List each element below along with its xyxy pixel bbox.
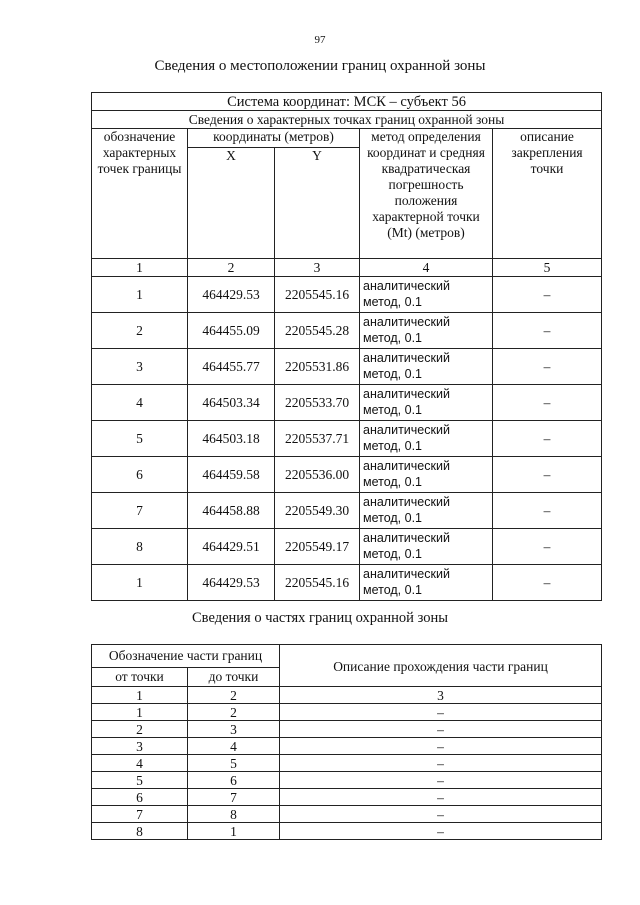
fixing-value: – [493,529,602,565]
coordinates-table [91,92,602,601]
method-line: аналитический [363,459,450,473]
header-y: Y [275,148,360,259]
method-line: метод, 0.1 [363,439,423,453]
fixing-value: – [493,457,602,493]
table-row [92,457,602,493]
table-row [92,313,602,349]
coordinate-system-label: Система координат: МСК – субъект 56 [92,93,602,111]
coord-y: 2205537.71 [275,421,360,457]
column-number: 2 [188,687,280,704]
fixing-value: – [493,565,602,601]
point-id: 1 [92,277,188,313]
method-cell [360,529,493,565]
to-point: 7 [188,789,280,806]
method-line: аналитический [363,387,450,401]
table-row [92,823,602,840]
table-row [92,565,602,601]
point-id: 2 [92,313,188,349]
column-number: 3 [280,687,602,704]
table-row [92,529,602,565]
fixing-value: – [493,349,602,385]
fixing-value: – [493,313,602,349]
coord-y: 2205545.16 [275,277,360,313]
page-number: 97 [314,34,326,46]
column-number: 4 [360,259,493,277]
method-line: метод, 0.1 [363,511,423,525]
header-fixing: описание закрепления точки [493,129,602,259]
description-value: – [280,755,602,772]
to-point: 1 [188,823,280,840]
column-number: 1 [92,259,188,277]
to-point: 5 [188,755,280,772]
coord-x: 464429.51 [188,529,275,565]
method-cell [360,493,493,529]
table-row [92,772,602,789]
header-to: до точки [188,668,280,687]
method-cell [360,457,493,493]
header-description: Описание прохождения части границ [280,645,602,687]
column-number: 1 [92,687,188,704]
point-id: 6 [92,457,188,493]
from-point: 6 [92,789,188,806]
method-line: метод, 0.1 [363,475,423,489]
table-row [92,806,602,823]
coord-x: 464458.88 [188,493,275,529]
description-value: – [280,823,602,840]
table-row [92,738,602,755]
column-number: 3 [275,259,360,277]
to-point: 2 [188,704,280,721]
coord-x: 464455.77 [188,349,275,385]
table-row [92,493,602,529]
fixing-value: – [493,277,602,313]
coord-y: 2205536.00 [275,457,360,493]
table-row [92,349,602,385]
to-point: 6 [188,772,280,789]
description-value: – [280,704,602,721]
coord-y: 2205549.30 [275,493,360,529]
point-id: 3 [92,349,188,385]
parts-title: Сведения о частях границ охранной зоны [192,610,448,626]
table-row [92,421,602,457]
method-line: метод, 0.1 [363,547,423,561]
from-point: 5 [92,772,188,789]
coord-x: 464429.53 [188,277,275,313]
method-cell [360,421,493,457]
column-number: 2 [188,259,275,277]
from-point: 1 [92,704,188,721]
column-number: 5 [493,259,602,277]
coord-x: 464503.34 [188,385,275,421]
point-id: 1 [92,565,188,601]
table-row [92,704,602,721]
coord-y: 2205531.86 [275,349,360,385]
table-row [92,755,602,772]
header-x: X [188,148,275,259]
point-id: 5 [92,421,188,457]
coord-y: 2205545.28 [275,313,360,349]
description-value: – [280,789,602,806]
to-point: 8 [188,806,280,823]
table-row [92,789,602,806]
method-line: метод, 0.1 [363,331,423,345]
coord-y: 2205533.70 [275,385,360,421]
method-line: метод, 0.1 [363,583,423,597]
parts-table [91,644,602,840]
coord-x: 464429.53 [188,565,275,601]
header-from: от точки [92,668,188,687]
table-row [92,277,602,313]
table-row [92,721,602,738]
description-value: – [280,806,602,823]
coord-y: 2205549.17 [275,529,360,565]
to-point: 3 [188,721,280,738]
description-value: – [280,721,602,738]
description-value: – [280,738,602,755]
method-cell [360,313,493,349]
coord-x: 464459.58 [188,457,275,493]
method-line: аналитический [363,495,450,509]
fixing-value: – [493,421,602,457]
method-line: метод, 0.1 [363,403,423,417]
from-point: 4 [92,755,188,772]
section-label: Сведения о характерных точках границ охранной зоны [92,111,602,129]
point-id: 8 [92,529,188,565]
coord-y: 2205545.16 [275,565,360,601]
method-cell [360,277,493,313]
to-point: 4 [188,738,280,755]
fixing-value: – [493,493,602,529]
method-line: аналитический [363,423,450,437]
method-line: аналитический [363,351,450,365]
from-point: 3 [92,738,188,755]
coord-x: 464455.09 [188,313,275,349]
from-point: 7 [92,806,188,823]
table-row [92,385,602,421]
from-point: 2 [92,721,188,738]
from-point: 8 [92,823,188,840]
method-cell [360,385,493,421]
method-cell [360,565,493,601]
method-line: аналитический [363,279,450,293]
header-method: метод определения координат и средняя квадратическая погрешность положения характерной точки (Mt) (метров) [360,129,493,259]
page-title: Сведения о местоположении границ охранной зоны [154,58,486,74]
point-id: 7 [92,493,188,529]
header-part: Обозначение части границ [92,645,280,668]
method-line: метод, 0.1 [363,295,423,309]
fixing-value: – [493,385,602,421]
method-line: метод, 0.1 [363,367,423,381]
point-id: 4 [92,385,188,421]
header-designation: обозначение характерных точек границы [92,129,188,259]
coord-x: 464503.18 [188,421,275,457]
description-value: – [280,772,602,789]
method-line: аналитический [363,567,450,581]
method-cell [360,349,493,385]
method-line: аналитический [363,531,450,545]
method-line: аналитический [363,315,450,329]
header-coordinates: координаты (метров) [188,129,360,148]
